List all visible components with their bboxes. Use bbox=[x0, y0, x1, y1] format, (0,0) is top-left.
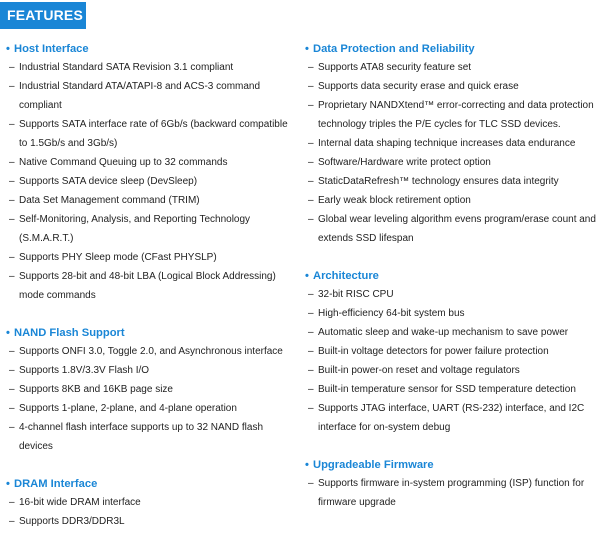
dash-icon: – bbox=[308, 478, 314, 489]
feature-list bbox=[6, 58, 296, 305]
bullet-dot-icon: • bbox=[6, 327, 10, 339]
section-title-text: Host Interface bbox=[14, 43, 89, 55]
dash-icon: – bbox=[9, 271, 15, 282]
dash-icon: – bbox=[308, 157, 314, 168]
section-dram-interface bbox=[6, 475, 296, 531]
feature-text: Automatic sleep and wake-up mechanism to save power bbox=[318, 327, 569, 338]
bullet-dot-icon: • bbox=[6, 43, 10, 55]
feature-text: 4-channel flash interface supports up to 32 NAND flash devices bbox=[19, 422, 264, 452]
feature-list bbox=[305, 474, 597, 512]
dash-icon: – bbox=[308, 384, 314, 395]
dash-icon: – bbox=[308, 327, 314, 338]
bullet-dot-icon: • bbox=[305, 270, 309, 282]
feature-item bbox=[305, 153, 597, 172]
feature-text: Supports SATA device sleep (DevSleep) bbox=[19, 176, 198, 187]
feature-list bbox=[6, 342, 296, 456]
feature-item bbox=[6, 115, 296, 153]
feature-item bbox=[6, 172, 296, 191]
feature-item bbox=[6, 380, 296, 399]
section-nand-flash-support bbox=[6, 324, 296, 456]
section-title bbox=[6, 475, 296, 493]
section-architecture bbox=[305, 267, 597, 437]
feature-text: Supports 1-plane, 2-plane, and 4-plane operation bbox=[19, 403, 237, 414]
feature-text: Supports SATA interface rate of 6Gb/s (backward compatible to 1.5Gb/s and 3Gb/s) bbox=[19, 119, 288, 149]
section-host-interface bbox=[6, 40, 296, 305]
feature-item bbox=[305, 323, 597, 342]
section-title bbox=[6, 40, 296, 58]
features-banner bbox=[0, 2, 86, 29]
dash-icon: – bbox=[308, 81, 314, 92]
section-title-text: DRAM Interface bbox=[14, 478, 98, 490]
dash-icon: – bbox=[308, 176, 314, 187]
dash-icon: – bbox=[308, 289, 314, 300]
section-title-text: Data Protection and Reliability bbox=[313, 43, 475, 55]
feature-item bbox=[6, 361, 296, 380]
feature-item bbox=[305, 342, 597, 361]
dash-icon: – bbox=[9, 81, 15, 92]
section-gap bbox=[6, 456, 296, 475]
dash-icon: – bbox=[308, 138, 314, 149]
section-title bbox=[6, 324, 296, 342]
section-title-text: Architecture bbox=[313, 270, 379, 282]
feature-item bbox=[305, 191, 597, 210]
right-column bbox=[305, 40, 597, 512]
feature-list bbox=[305, 58, 597, 248]
feature-list bbox=[305, 285, 597, 437]
feature-text: 16-bit wide DRAM interface bbox=[19, 497, 141, 508]
dash-icon: – bbox=[308, 195, 314, 206]
dash-icon: – bbox=[308, 308, 314, 319]
dash-icon: – bbox=[9, 346, 15, 357]
feature-text: Software/Hardware write protect option bbox=[318, 157, 491, 168]
feature-item bbox=[305, 399, 597, 437]
feature-item bbox=[305, 210, 597, 248]
dash-icon: – bbox=[9, 176, 15, 187]
feature-item bbox=[305, 285, 597, 304]
feature-text: Native Command Queuing up to 32 commands bbox=[19, 157, 228, 168]
dash-icon: – bbox=[308, 365, 314, 376]
feature-item bbox=[6, 153, 296, 172]
feature-item bbox=[6, 77, 296, 115]
feature-text: Supports 1.8V/3.3V Flash I/O bbox=[19, 365, 150, 376]
dash-icon: – bbox=[9, 422, 15, 433]
dash-icon: – bbox=[9, 365, 15, 376]
feature-text: Supports data security erase and quick erase bbox=[318, 81, 519, 92]
feature-text: High-efficiency 64-bit system bus bbox=[318, 308, 465, 319]
dash-icon: – bbox=[9, 157, 15, 168]
section-title-text: NAND Flash Support bbox=[14, 327, 125, 339]
section-upgradeable-firmware bbox=[305, 456, 597, 512]
left-column bbox=[6, 40, 296, 531]
section-title bbox=[305, 267, 597, 285]
section-title bbox=[305, 456, 597, 474]
feature-text: Supports ATA8 security feature set bbox=[318, 62, 472, 73]
dash-icon: – bbox=[9, 497, 15, 508]
dash-icon: – bbox=[9, 252, 15, 263]
feature-text: 32-bit RISC CPU bbox=[318, 289, 394, 300]
feature-list bbox=[6, 493, 296, 531]
feature-item bbox=[6, 399, 296, 418]
feature-text: Supports DDR3/DDR3L bbox=[19, 516, 125, 527]
dash-icon: – bbox=[9, 119, 15, 130]
dash-icon: – bbox=[308, 214, 314, 225]
dash-icon: – bbox=[9, 214, 15, 225]
feature-item bbox=[6, 248, 296, 267]
feature-text: Supports 8KB and 16KB page size bbox=[19, 384, 173, 395]
feature-text: Supports ONFI 3.0, Toggle 2.0, and Asynchronous interface bbox=[19, 346, 283, 357]
feature-text: Built-in temperature sensor for SSD temperature detection bbox=[318, 384, 576, 395]
feature-item bbox=[6, 493, 296, 512]
feature-text: Built-in voltage detectors for power failure protection bbox=[318, 346, 549, 357]
dash-icon: – bbox=[9, 195, 15, 206]
dash-icon: – bbox=[308, 62, 314, 73]
feature-item bbox=[305, 380, 597, 399]
feature-item bbox=[6, 210, 296, 248]
feature-item bbox=[305, 96, 597, 134]
feature-text: Proprietary NANDXtend™ error-correcting and data protection technology triples the P/E cycles for TLC SSD devices. bbox=[318, 100, 594, 130]
dash-icon: – bbox=[9, 384, 15, 395]
dash-icon: – bbox=[9, 516, 15, 527]
feature-text: Self-Monitoring, Analysis, and Reporting Technology (S.M.A.R.T.) bbox=[19, 214, 251, 244]
section-title-text: Upgradeable Firmware bbox=[313, 459, 434, 471]
feature-text: Built-in power-on reset and voltage regulators bbox=[318, 365, 520, 376]
feature-item bbox=[6, 191, 296, 210]
feature-text: Global wear leveling algorithm evens program/erase count and extends SSD lifespan bbox=[318, 214, 596, 244]
section-data-protection-and-reliability bbox=[305, 40, 597, 248]
bullet-dot-icon: • bbox=[6, 478, 10, 490]
dash-icon: – bbox=[308, 346, 314, 357]
feature-text: Supports firmware in-system programming (ISP) function for firmware upgrade bbox=[318, 478, 585, 508]
feature-item bbox=[305, 474, 597, 512]
feature-text: Supports 28-bit and 48-bit LBA (Logical Block Addressing) mode commands bbox=[19, 271, 276, 301]
feature-item bbox=[305, 134, 597, 153]
dash-icon: – bbox=[308, 100, 314, 111]
section-title bbox=[305, 40, 597, 58]
feature-text: Industrial Standard SATA Revision 3.1 compliant bbox=[19, 62, 234, 73]
feature-item bbox=[6, 267, 296, 305]
section-gap bbox=[305, 437, 597, 456]
feature-item bbox=[6, 342, 296, 361]
dash-icon: – bbox=[9, 62, 15, 73]
dash-icon: – bbox=[9, 403, 15, 414]
feature-item bbox=[6, 58, 296, 77]
feature-item bbox=[6, 512, 296, 531]
feature-text: Supports JTAG interface, UART (RS-232) interface, and I2C interface for on-system debug bbox=[318, 403, 585, 433]
dash-icon: – bbox=[308, 403, 314, 414]
feature-item bbox=[305, 77, 597, 96]
bullet-dot-icon: • bbox=[305, 43, 309, 55]
feature-text: Industrial Standard ATA/ATAPI-8 and ACS-3 command compliant bbox=[19, 81, 261, 111]
feature-text: StaticDataRefresh™ technology ensures data integrity bbox=[318, 176, 559, 187]
features-title: FEATURES bbox=[7, 7, 84, 23]
feature-item bbox=[305, 58, 597, 77]
section-gap bbox=[6, 305, 296, 324]
feature-item bbox=[305, 361, 597, 380]
feature-item bbox=[305, 172, 597, 191]
feature-item bbox=[6, 418, 296, 456]
feature-text: Supports PHY Sleep mode (CFast PHYSLP) bbox=[19, 252, 217, 263]
bullet-dot-icon: • bbox=[305, 459, 309, 471]
feature-item bbox=[305, 304, 597, 323]
feature-text: Data Set Management command (TRIM) bbox=[19, 195, 200, 206]
feature-text: Internal data shaping technique increases data endurance bbox=[318, 138, 576, 149]
feature-text: Early weak block retirement option bbox=[318, 195, 471, 206]
section-gap bbox=[305, 248, 597, 267]
